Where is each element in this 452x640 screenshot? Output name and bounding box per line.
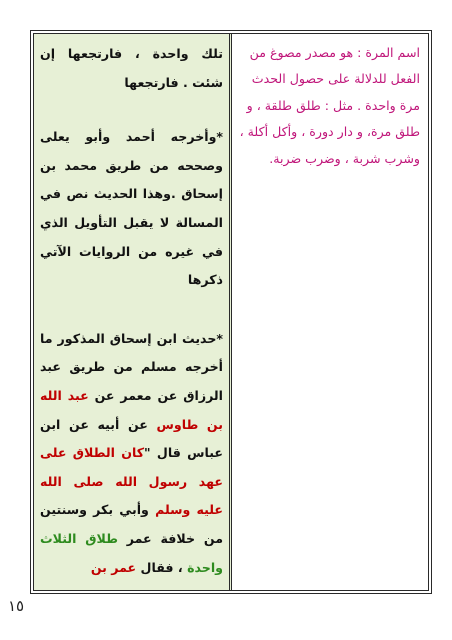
- hadith-quote: طلاق الثلاث واحدة: [40, 530, 223, 575]
- definition-text: اسم المرة : هو مصدر مصوغ من الفعل للدلالة على حصول الحدث مرة واحدة . مثل : طلق طلقة ، و طلق مرة، و دار دورة ، وأكل أكلة ، وشرب شربة ، وضرب ضربة.: [239, 45, 420, 166]
- page-number: ١٥: [8, 597, 25, 615]
- paragraph-gap: [40, 97, 223, 123]
- text-run: عن أبيه عن ابن عباس قال ": [40, 416, 223, 461]
- commentary-paragraph-1: تلك واحدة ، فارتجعها إن شئت . فارتجعها: [40, 46, 223, 90]
- text-run: وأبي بكر وسنتين من خلافة عمر: [40, 502, 223, 546]
- definition-cell: [232, 34, 428, 590]
- commentary-paragraph-2: *وأخرجه أحمد وأبو يعلى وصححه من طريق محمد بن إسحاق .وهذا الحديث نص في المسالة لا يقبل التأويل الذي في غيره من الروايات الآتي ذكرها: [40, 129, 223, 288]
- commentary-cell: [34, 34, 232, 590]
- narrator-name: عمر بن: [90, 559, 137, 575]
- narrator-name: عبد الله بن طاوس: [40, 387, 223, 432]
- paragraph-gap: [40, 295, 223, 325]
- text-run: *حديث ابن إسحاق المذكور ما أخرجه مسلم من طريق عبد الرزاق عن معمر عن: [40, 330, 223, 403]
- text-run: ، فقال: [136, 559, 188, 575]
- content-table: [30, 30, 432, 594]
- hadith-quote: كان الطلاق على عهد رسول الله صلى الله عليه وسلم: [40, 445, 224, 518]
- commentary-paragraph-3: [40, 325, 223, 582]
